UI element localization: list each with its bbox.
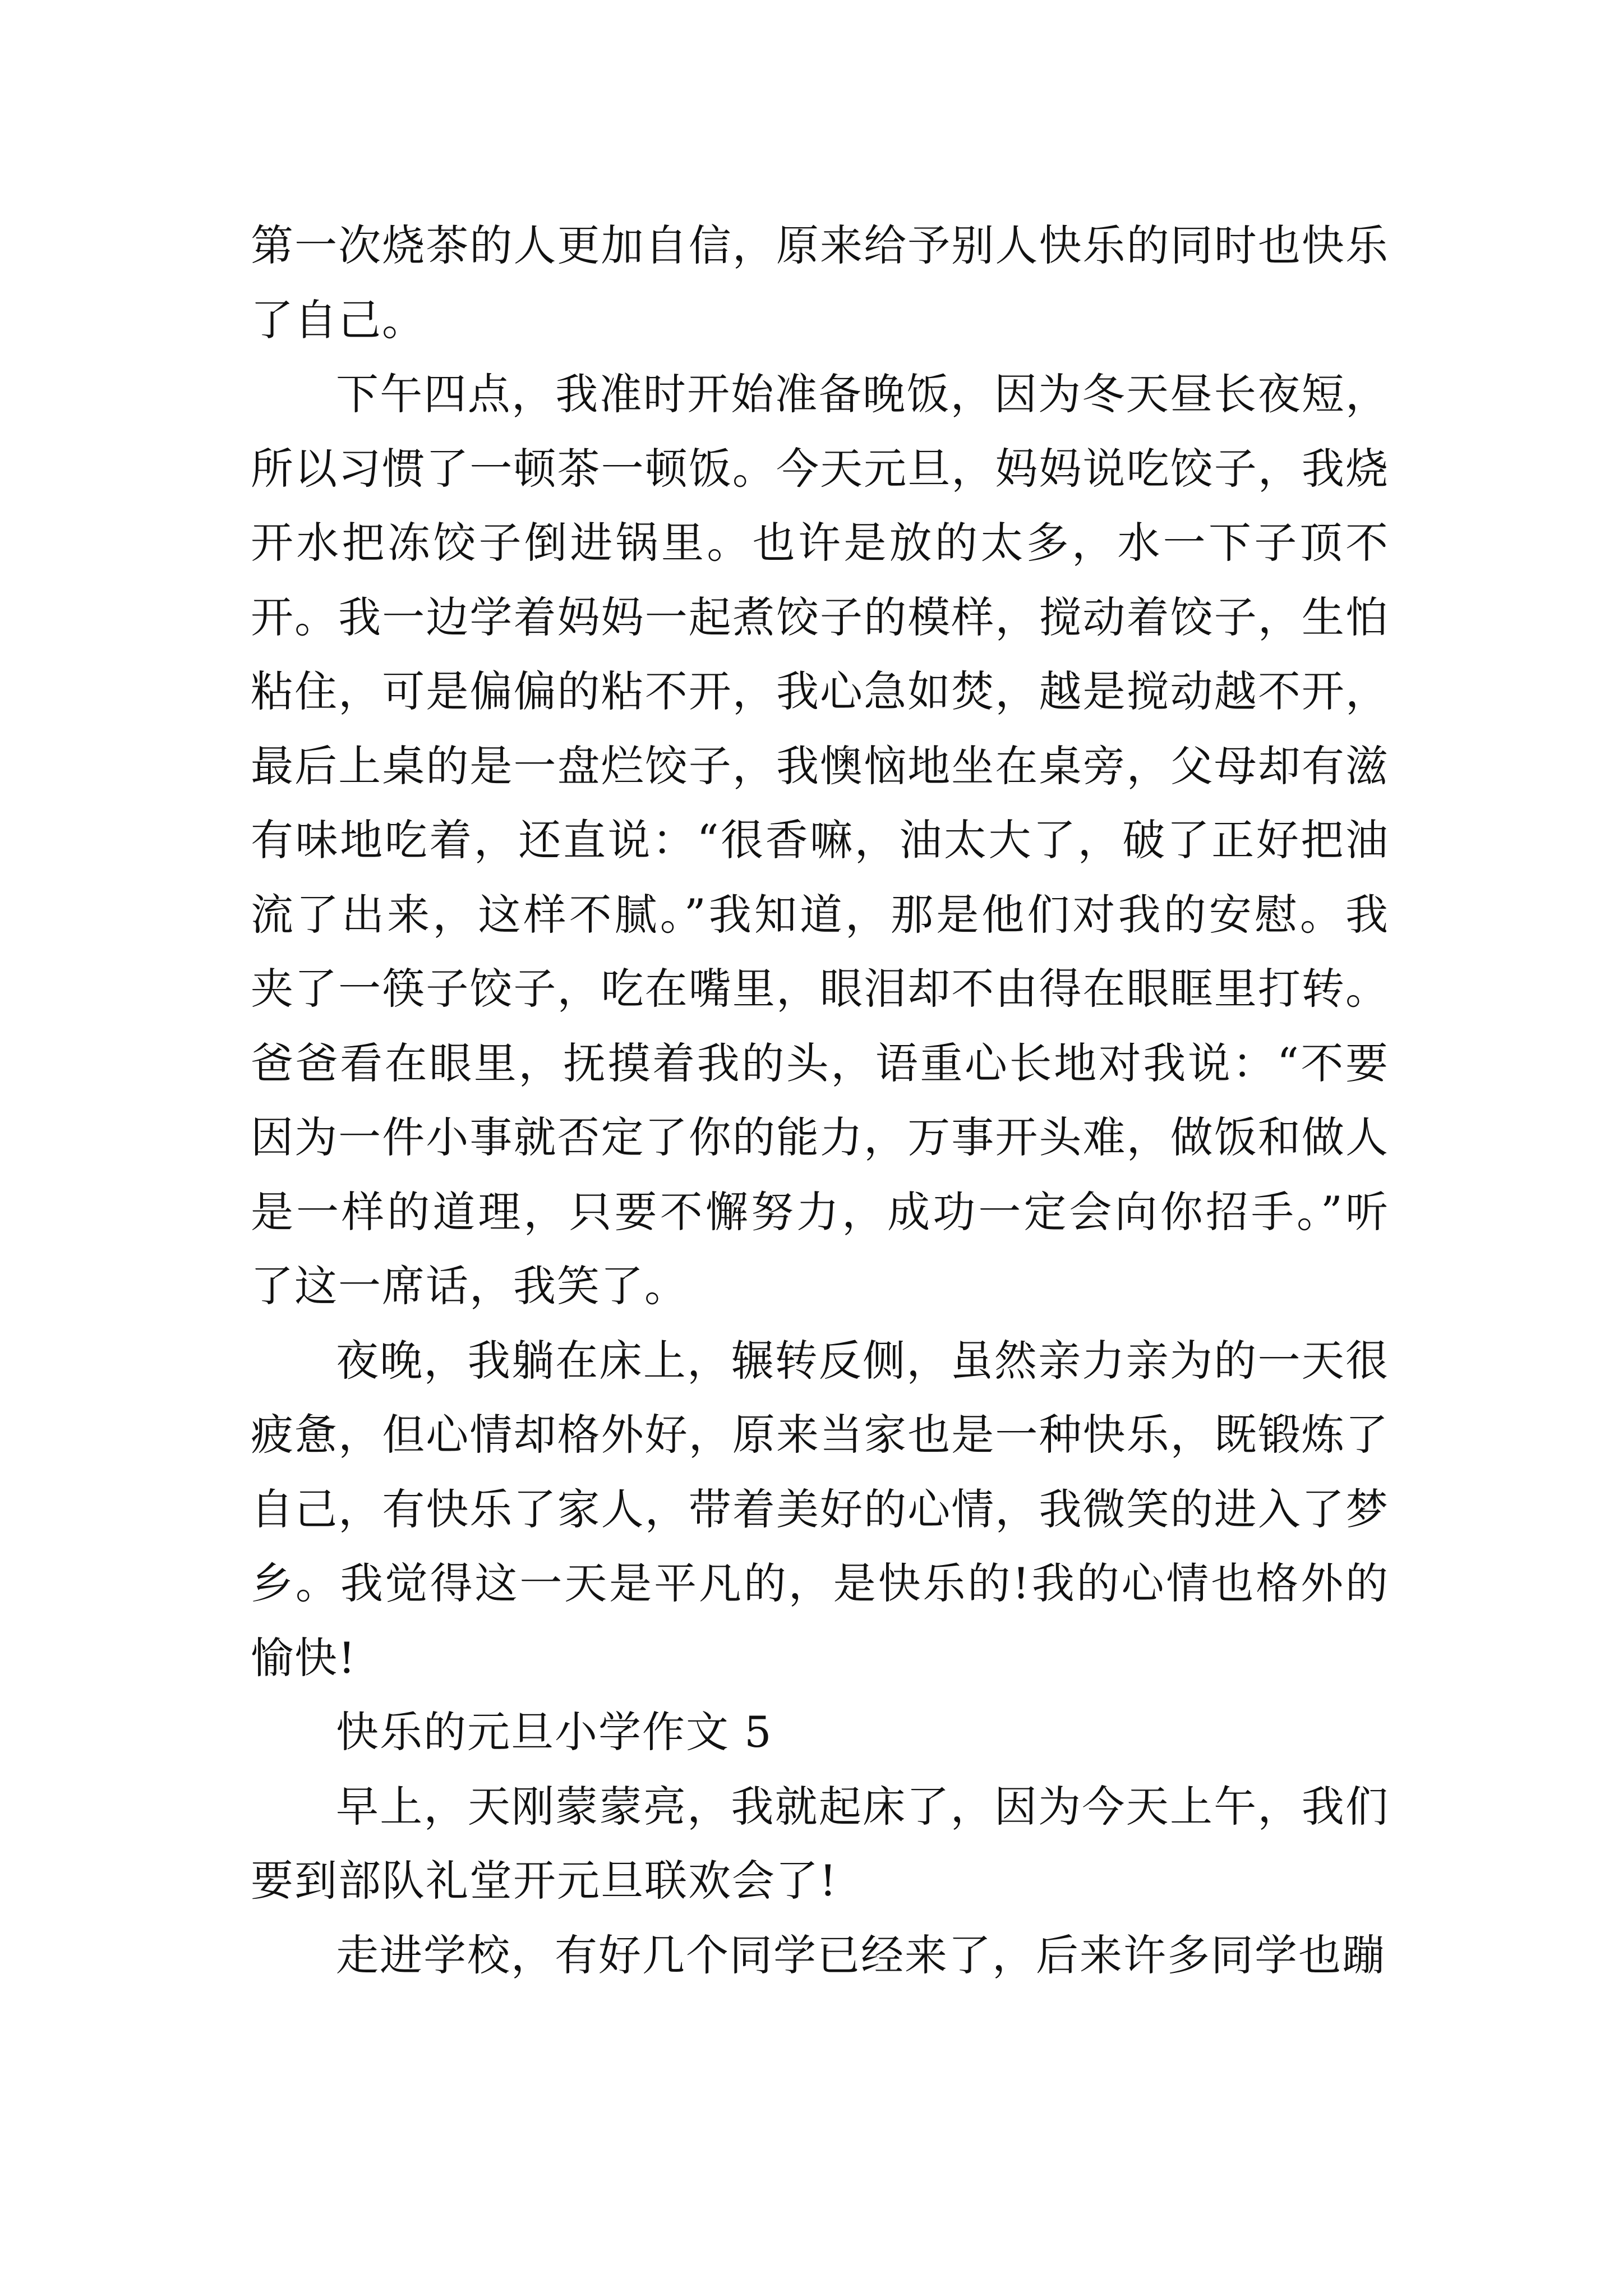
document-body [251,209,1389,1993]
paragraph-school: 走进学校，有好几个同学已经来了，后来许多同学也蹦 [336,1930,1386,1980]
essay-title: 快乐的元旦小学作文 5 [336,1707,773,1757]
paragraph-morning: 早上，天刚蒙蒙亮，我就起床了，因为今天上午，我们要到部队礼堂开元旦联欢会了! [251,1781,1389,1906]
paragraph-night: 夜晚，我躺在床上，辗转反侧，虽然亲力亲为的一天很疲惫，但心情却格外好，原来当家也是一种快乐，既锻炼了自己，有快乐了家人，带着美好的心情，我微笑的进入了梦乡。我觉得这一天是平凡的，是快乐的!我的心情也格外的愉快! [251,1335,1389,1683]
paragraph-dinner: 下午四点，我准时开始准备晚饭，因为冬天昼长夜短，所以习惯了一顿茶一顿饭。今天元旦，妈妈说吃饺子，我烧开水把冻饺子倒进锅里。也许是放的太多，水一下子顶不开。我一边学着妈妈一起煮饺子的模样，搅动着饺子，生怕粘住，可是偏偏的粘不开，我心急如焚，越是搅动越不开，最后上桌的是一盘烂饺子，我懊恼地坐在桌旁，父母却有滋有味地吃着，还直说：“很香嘛，油太大了，破了正好把油流了出来，这样不腻。”我知道，那是他们对我的安慰。我夹了一筷子饺子，吃在嘴里，眼泪却不由得在眼眶里打转。爸爸看在眼里，抚摸着我的头，语重心长地对我说：“不要因为一件小事就否定了你的能力，万事开头难，做饭和做人是一样的道理，只要不懈努力，成功一定会向你招手。”听了这一席话，我笑了。 [251,369,1389,1311]
paragraph-continuation: 第一次烧茶的人更加自信，原来给予别人快乐的同时也快乐了自己。 [251,220,1389,345]
